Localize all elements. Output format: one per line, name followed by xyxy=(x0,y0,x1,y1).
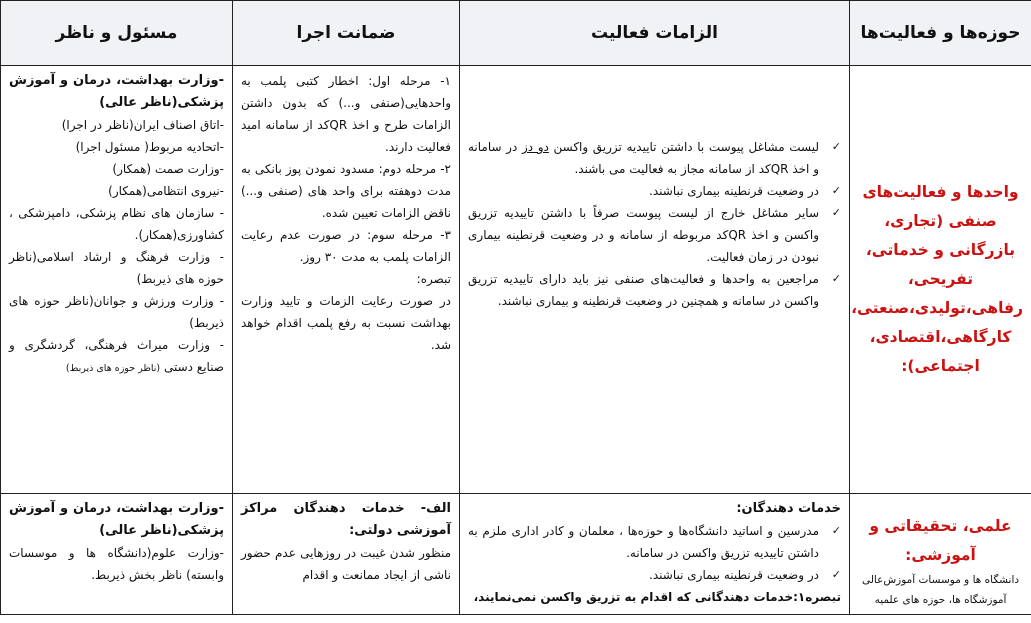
list-item: - سازمان های نظام پزشکی، دامپزشکی ، کشاورزی(همکار). xyxy=(9,206,224,242)
list-item: ✓ سایر مشاغل خارج از لیست پیوست صرفاً با داشتن تاییدیه تزریق واکسن و اخذ QRکد مربوطه از سامانه و در وضعیت قرنطینه بیماری نبودن در زمان فعالیت. xyxy=(468,202,841,268)
domain-subtitle: دانشگاه ها و موسسات آموزش‌عالی آموزشگاه ها، حوزه های علمیه xyxy=(861,574,1020,606)
list-item: - وزارت میراث فرهنگی، گردشگری و صنایع دستی (ناظر حوزه های ذیربط) xyxy=(9,338,224,374)
enforcement-text: منظور شدن غیبت در روزهایی عدم حضور ناشی از ایجاد ممانعت و اقدام xyxy=(241,546,451,582)
list-item: ✓ لیست مشاغل پیوست با داشتن تاییدیه تزریق واکسن دو دز در سامانه و اخذ QRکد از سامانه مجاز به فعالیت می باشند. xyxy=(468,136,841,180)
list-item: -وزارت صمت (همکار) xyxy=(112,162,224,176)
list-item: ✓ در وضعیت قرنطینه بیماری نباشند. xyxy=(468,180,841,202)
enforcement-subtitle: الف- خدمات دهندگان مراکز آموزشی دولتی: xyxy=(241,501,451,538)
list-item: -وزارت علوم(دانشگاه ها و موسسات وابسته) ناظر بخش ذیربط. xyxy=(9,546,224,582)
list-item: - وزارت ورزش و جوانان(ناظر حوزه های ذیربط) xyxy=(9,294,224,330)
list-item: ✓ مراجعین به واحدها و فعالیت‌های صنفی نیز باید دارای تاییدیه تزریق واکسن در سامانه و همچنین در وضعیت قرنطینه و بیماری نباشند. xyxy=(468,268,841,312)
enforcement-cell xyxy=(233,66,460,494)
header-domain: حوزه‌ها و فعالیت‌ها xyxy=(850,1,1031,66)
list-item: ✓ مدرسین و اساتید دانشگاه‌ها و حوزه‌ها ، معلمان و کادر اداری ملزم به داشتن تاییدیه تزریق واکسن در سامانه. xyxy=(468,520,841,564)
header-responsible: مسئول و ناظر xyxy=(1,1,233,66)
enforcement-cell xyxy=(233,494,460,615)
enforcement-step: ۳- مرحله سوم: در صورت عدم رعایت الزامات پلمب به مدت ۳۰ روز. xyxy=(241,228,451,264)
list-item: -اتاق اصناف ایران(ناظر در اجرا) xyxy=(61,118,224,132)
domain-cell xyxy=(850,66,1031,494)
enforcement-note-title: تبصره: xyxy=(416,272,451,286)
enforcement-step: ۲- مرحله دوم: مسدود نمودن پوز بانکی به مدت دوهفته برای واحد های (صنفی و...) ناقض الزامات تعیین شده. xyxy=(241,162,451,220)
responsible-cell xyxy=(1,66,233,494)
requirements-cell xyxy=(460,66,850,494)
requirements-subtitle: خدمات دهندگان: xyxy=(736,501,841,516)
list-item: -اتحادیه مربوط( مسئول اجرا) xyxy=(75,140,224,154)
table-row xyxy=(1,494,1031,615)
header-row xyxy=(1,1,1031,66)
responsible-main: -وزارت بهداشت، درمان و آموزش پزشکی(ناظر عالی) xyxy=(9,501,224,538)
responsible-cell xyxy=(1,494,233,615)
enforcement-note: در صورت رعایت الزمات و تایید وزارت بهداشت نسبت به رفع پلمب اقدام خواهد شد. xyxy=(241,294,451,352)
list-item: ✓ در وضعیت قرنطینه بیماری نباشند. xyxy=(468,564,841,586)
requirements-list xyxy=(468,520,841,586)
requirements-cell xyxy=(460,494,850,615)
requirements-list xyxy=(468,136,841,312)
domain-title: واحدها و فعالیت‌های صنفی (تجاری، بازرگانی و خدماتی، تفریحی، رفاهی،تولیدی،صنعتی، کارگاهی،اقتصادی، اجتماعی): xyxy=(851,183,1023,375)
requirements-note: تبصره۱:خدمات دهندگانی که اقدام به تزریق واکسن نمی‌نمایند، xyxy=(473,590,841,604)
header-enforcement: ضمانت اجرا xyxy=(233,1,460,66)
responsible-main: -وزارت بهداشت، درمان و آموزش پزشکی(ناظر عالی) xyxy=(9,73,224,110)
list-item: -نیروی انتظامی(همکار) xyxy=(108,184,224,198)
table-row xyxy=(1,66,1031,494)
domain-title: علمی، تحقیقاتی و آموزشی: xyxy=(869,517,1012,564)
list-item: - وزارت فرهنگ و ارشاد اسلامی(ناظر حوزه های ذیربط) xyxy=(9,250,224,286)
header-requirements: الزامات فعالیت xyxy=(460,1,850,66)
enforcement-step: ۱- مرحله اول: اخطار کتبی پلمب به واحدهایی(صنفی و...) که بدون داشتن الزامات طرح و اخذ QRکد از سامانه امید فعالیت دارند. xyxy=(241,74,451,154)
domain-cell xyxy=(850,494,1031,615)
